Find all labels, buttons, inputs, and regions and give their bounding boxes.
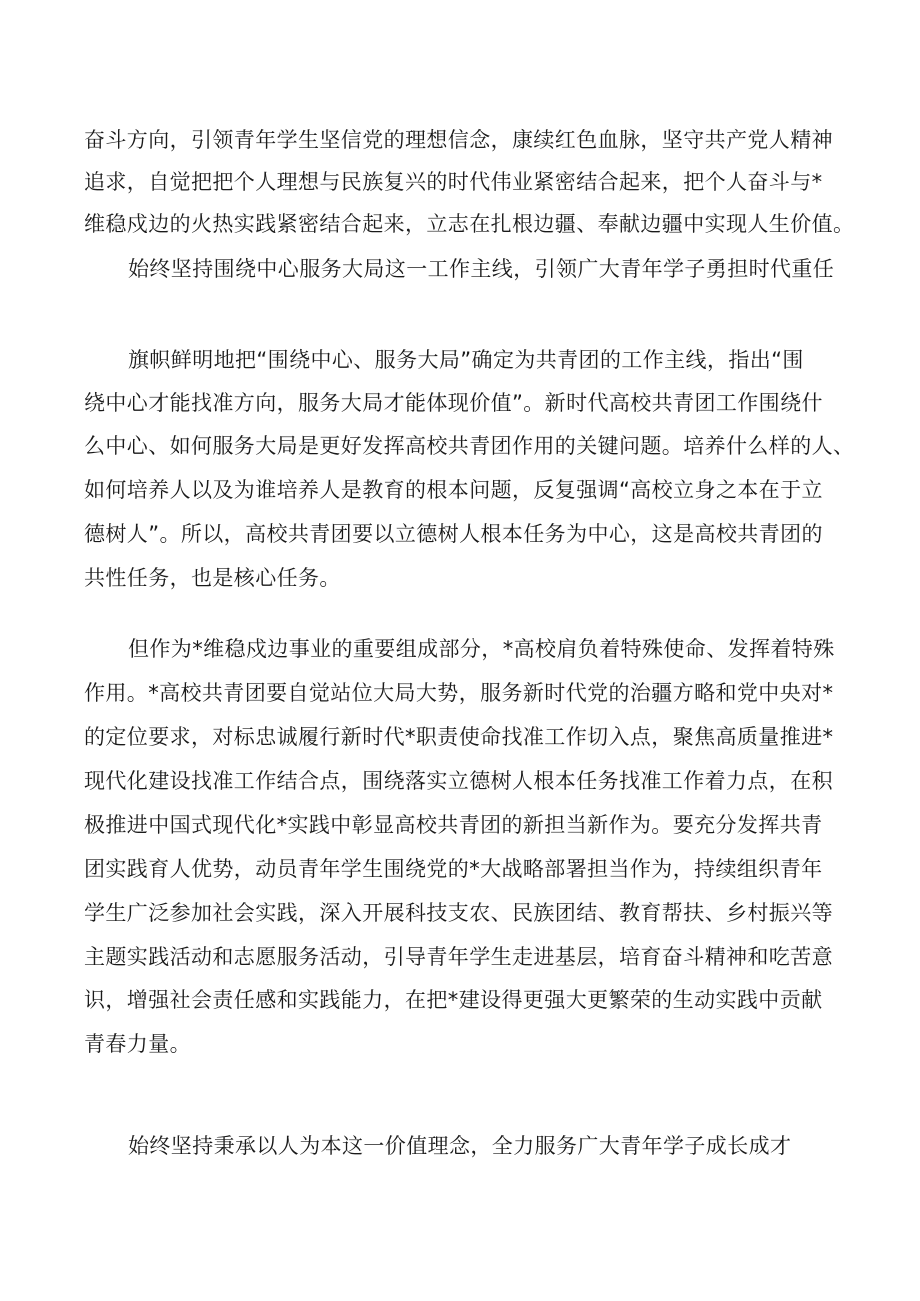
section-heading: 始终坚持围绕中心服务大局这一工作主线，引领广大青年学子勇担时代重任 <box>128 257 835 281</box>
text-line: 么中心、如何服务大局是更好发挥高校共青团作用的关键问题。培养什么样的人、 <box>84 434 855 458</box>
text-line: 共性任务，也是核心任务。 <box>84 566 341 590</box>
section-heading: 始终坚持秉承以人为本这一价值理念，全力服务广大青年学子成长成才 <box>128 1134 792 1158</box>
text-line: 的定位要求，对标忠诚履行新时代*职责使命找准工作切入点，聚焦高质量推进* <box>84 725 834 749</box>
text-line: 识，增强社会责任感和实践能力，在把*建设得更强大更繁荣的生动实践中贡献 <box>84 988 823 1012</box>
text-line: 现代化建设找准工作结合点，围绕落实立德树人根本任务找准工作着力点，在积 <box>84 769 833 793</box>
text-line: 团实践育人优势，动员青年学生围绕党的*大战略部署担当作为，持续组织青年 <box>84 857 823 881</box>
text-line: 维稳戍边的火热实践紧密结合起来，立志在扎根边疆、奉献边疆中实现人生价值。 <box>84 212 855 236</box>
text-line: 极推进中国式现代化*实践中彰显高校共青团的新担当新作为。要充分发挥共青 <box>84 813 823 837</box>
text-line: 作用。*高校共青团要自觉站位大局大势，服务新时代党的治疆方略和党中央对* <box>84 681 834 705</box>
text-line: 学生广泛参加社会实践，深入开展科技支农、民族团结、教育帮扶、乡村振兴等 <box>84 901 833 925</box>
text-line: 德树人”。所以，高校共青团要以立德树人根本任务为中心，这是高校共青团的 <box>84 522 823 546</box>
text-line: 青春力量。 <box>84 1032 191 1056</box>
text-line: 主题实践活动和志愿服务活动，引导青年学生走进基层，培育奋斗精神和吃苦意 <box>84 945 833 969</box>
text-line: 但作为*维稳戍边事业的重要组成部分，*高校肩负着特殊使命、发挥着特殊 <box>128 637 835 661</box>
text-line: 追求，自觉把把个人理想与民族复兴的时代伟业紧密结合起来，把个人奋斗与* <box>84 170 823 194</box>
text-line: 绕中心才能找准方向，服务大局才能体现价值”。新时代高校共青团工作围绕什 <box>84 391 823 415</box>
text-line: 如何培养人以及为谁培养人是教育的根本问题，反复强调“高校立身之本在于立 <box>84 478 823 502</box>
text-line: 旗帜鲜明地把“围绕中心、服务大局”确定为共青团的工作主线，指出“围 <box>128 348 804 372</box>
text-line: 奋斗方向，引领青年学生坚信党的理想信念，康续红色血脉，坚守共产党人精神 <box>84 128 833 152</box>
